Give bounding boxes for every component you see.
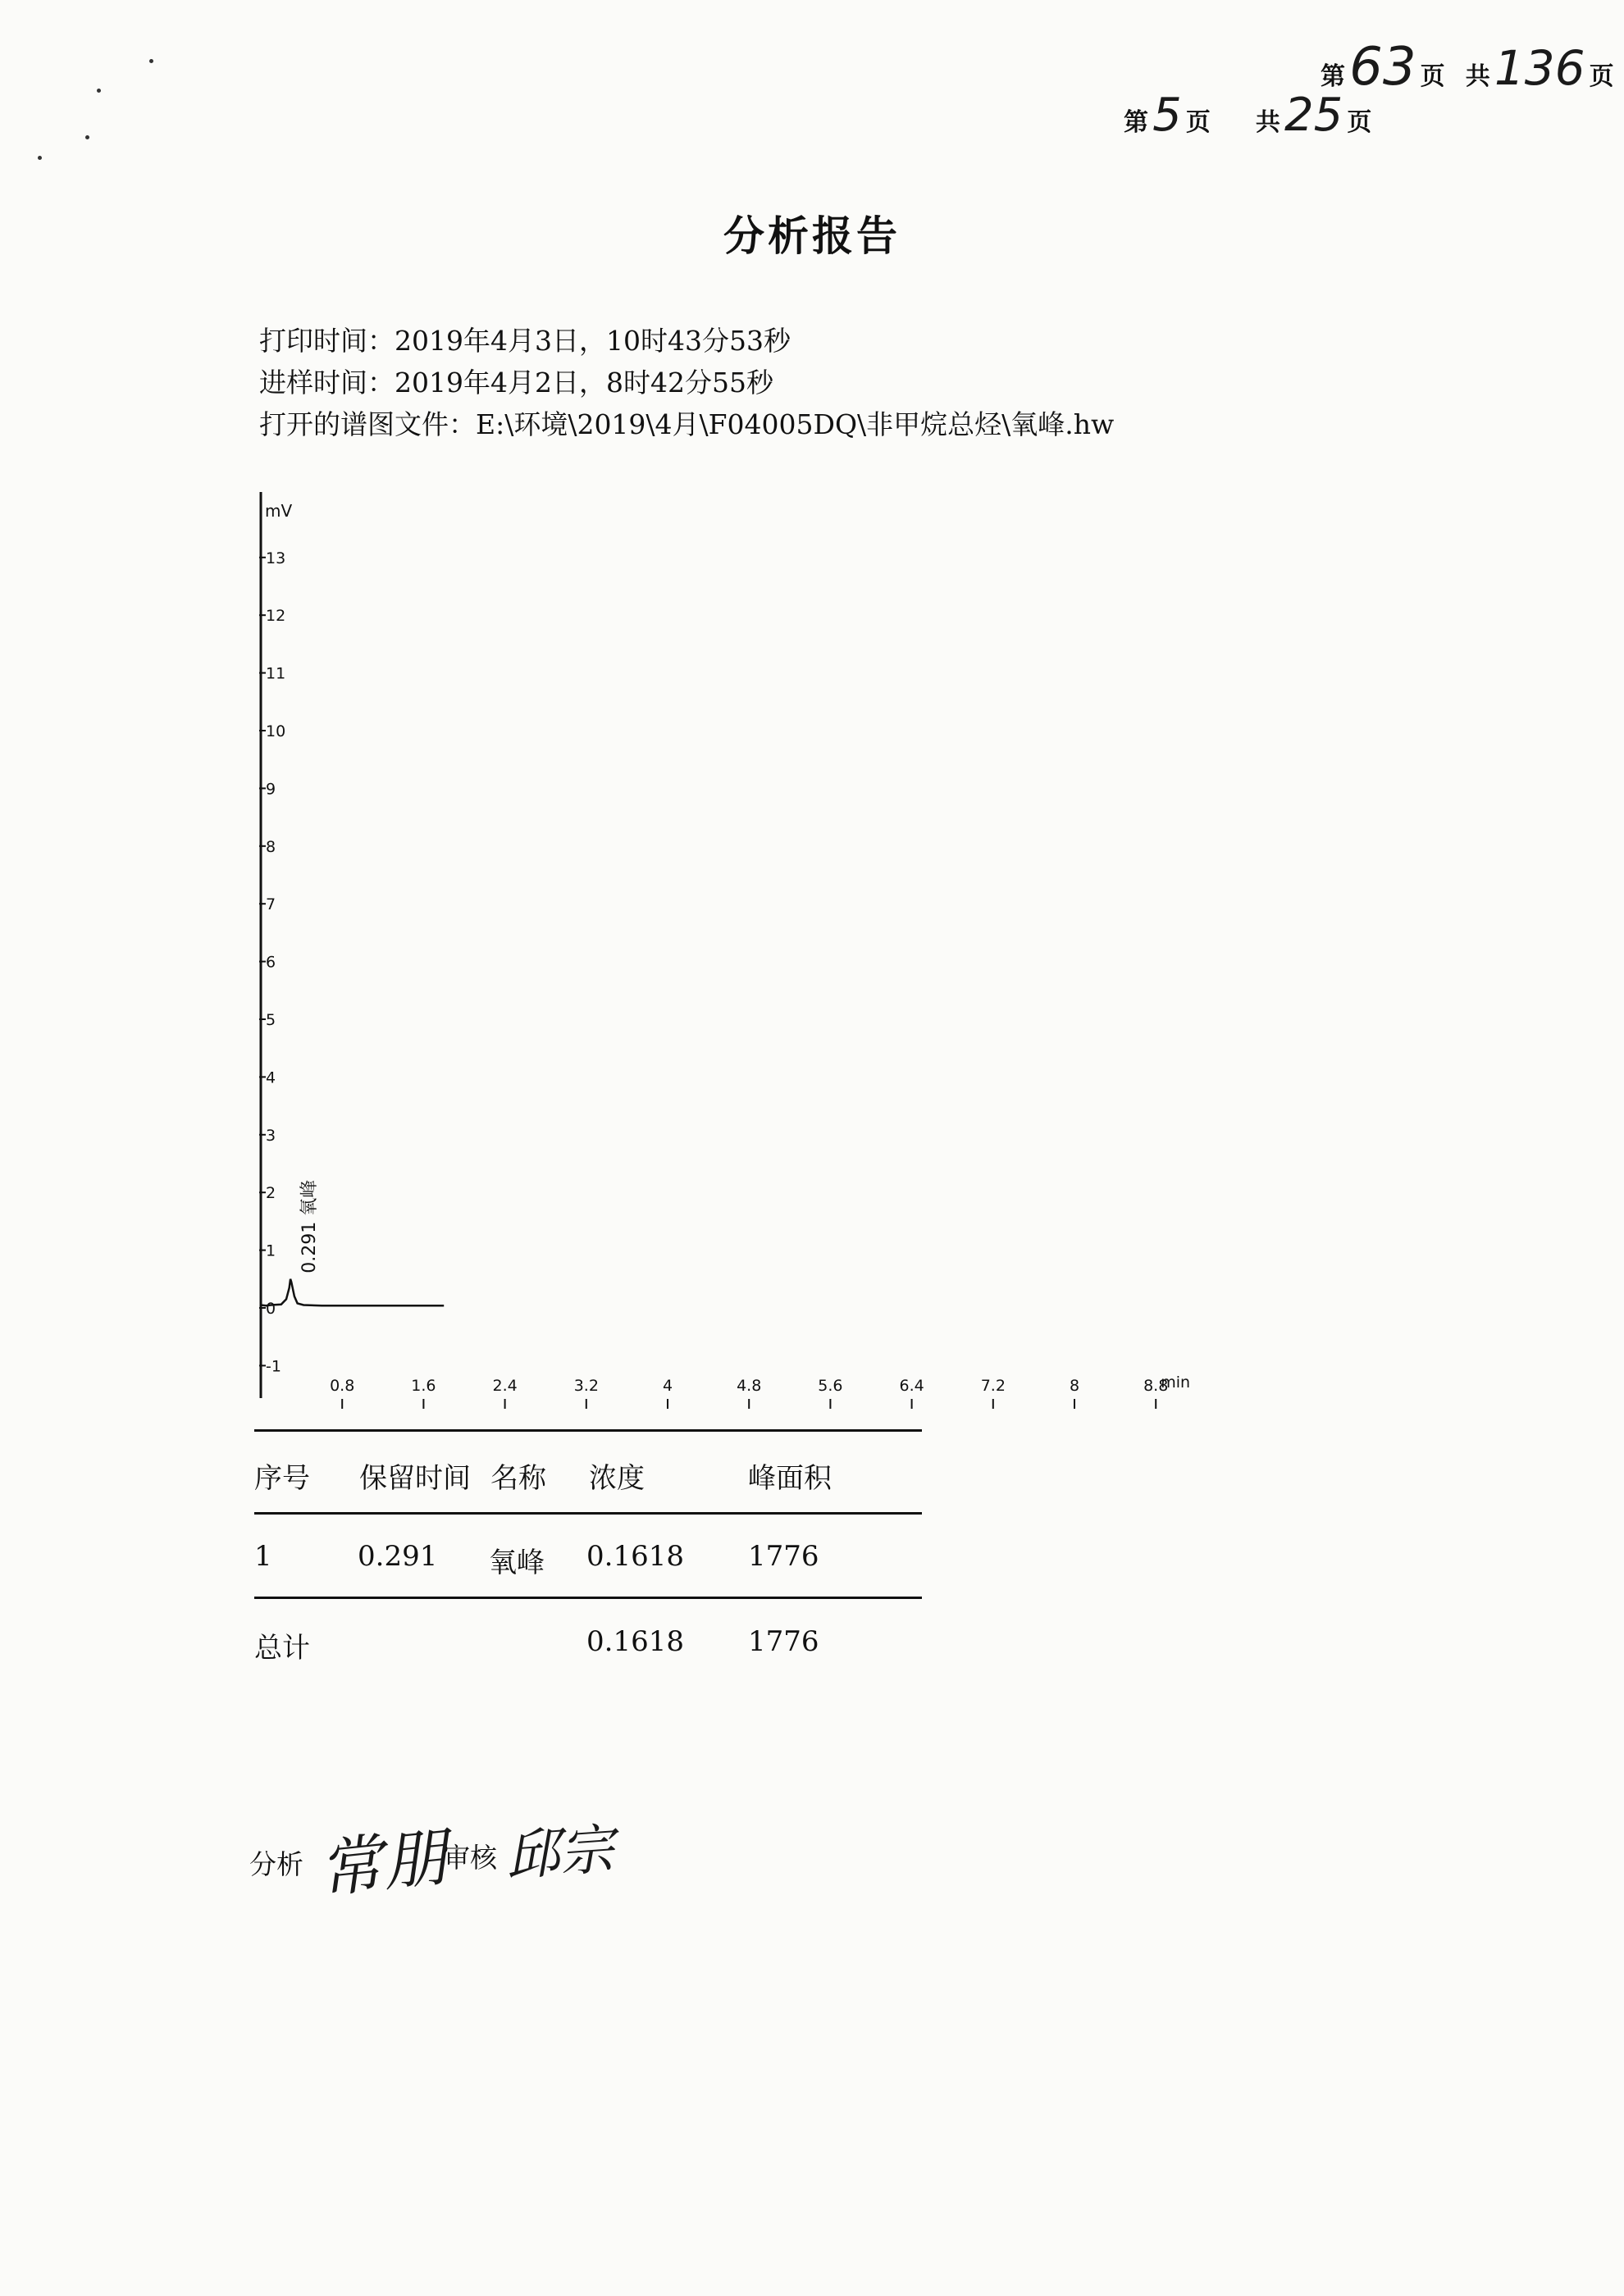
page-number-overall: 第 63 页 共 136 页 [1321, 37, 1614, 98]
x-tick-label: 3.2 [573, 1377, 599, 1395]
x-tick-label: 7.2 [980, 1377, 1006, 1395]
x-tick-label: 8.8 [1143, 1377, 1169, 1395]
x-tick-label: 2.4 [492, 1377, 518, 1395]
page-number-local: 第 5 页 共 25 页 [1124, 89, 1372, 142]
y-tick-label: 2 [266, 1184, 276, 1203]
header-retention-time: 保留时间 [359, 1462, 471, 1495]
x-tick-label: 8 [1069, 1377, 1080, 1395]
analyst-signature: 常朋 [315, 1820, 451, 1907]
x-tick-label: 4.8 [737, 1377, 762, 1395]
y-axis-label: mV [265, 501, 293, 521]
chromatogram-file-path: 打开的谱图文件：E:\环境\2019\4月\F04005DQ\非甲烷总烃\氧峰.hw [259, 408, 1115, 440]
inject-time: 进样时间：2019年4月2日，8时42分55秒 [259, 367, 773, 399]
header-name: 名称 [490, 1462, 546, 1495]
print-time: 打印时间：2019年4月3日，10时43分53秒 [259, 325, 791, 357]
x-tick-label: 1.6 [411, 1377, 436, 1395]
y-tick-label: 6 [266, 953, 276, 972]
x-axis-label: min [1161, 1374, 1191, 1392]
total-label: 总计 [254, 1632, 310, 1665]
total-peak-area: 1776 [748, 1625, 819, 1658]
y-tick-label: 4 [266, 1068, 276, 1087]
reviewer-signature: 邱宗 [503, 1817, 616, 1888]
y-tick-label: 10 [266, 722, 286, 740]
header-peak-area: 峰面积 [748, 1462, 832, 1495]
analyst-label: 分析 [249, 1848, 303, 1880]
row-retention-time: 0.291 [358, 1540, 438, 1573]
x-tick-label: 5.6 [818, 1377, 843, 1395]
row-peak-area: 1776 [748, 1540, 819, 1573]
y-tick-label: 5 [266, 1011, 276, 1029]
page-title: 分析报告 [723, 212, 901, 260]
y-tick-label: 8 [266, 837, 276, 856]
x-tick-label: 6.4 [899, 1377, 924, 1395]
total-concentration: 0.1618 [586, 1625, 684, 1658]
table-bottom-rule [254, 1597, 922, 1599]
chromatogram-trace [261, 1279, 444, 1305]
y-tick-label: 9 [266, 780, 276, 799]
peak-annotation: 0.291 氧峰 [299, 1179, 321, 1273]
y-tick-label: 13 [266, 549, 286, 567]
y-tick-label: 12 [266, 607, 286, 626]
header-concentration: 浓度 [589, 1462, 645, 1495]
y-tick-label: 0 [266, 1300, 276, 1318]
table-header-rule [254, 1512, 922, 1515]
y-tick-label: 3 [266, 1126, 276, 1145]
row-concentration: 0.1618 [586, 1540, 684, 1573]
reviewer-label: 审核 [443, 1842, 497, 1874]
y-tick-label: 7 [266, 895, 276, 914]
x-tick-label: 0.8 [330, 1377, 355, 1395]
row-index: 1 [254, 1540, 272, 1573]
x-tick-label: 4 [662, 1377, 673, 1395]
header-index: 序号 [254, 1462, 310, 1495]
table-top-rule [254, 1429, 922, 1432]
y-tick-label: 11 [266, 664, 286, 683]
row-name: 氧峰 [489, 1547, 545, 1579]
y-tick-label: -1 [266, 1357, 281, 1376]
y-tick-label: 1 [266, 1241, 276, 1260]
